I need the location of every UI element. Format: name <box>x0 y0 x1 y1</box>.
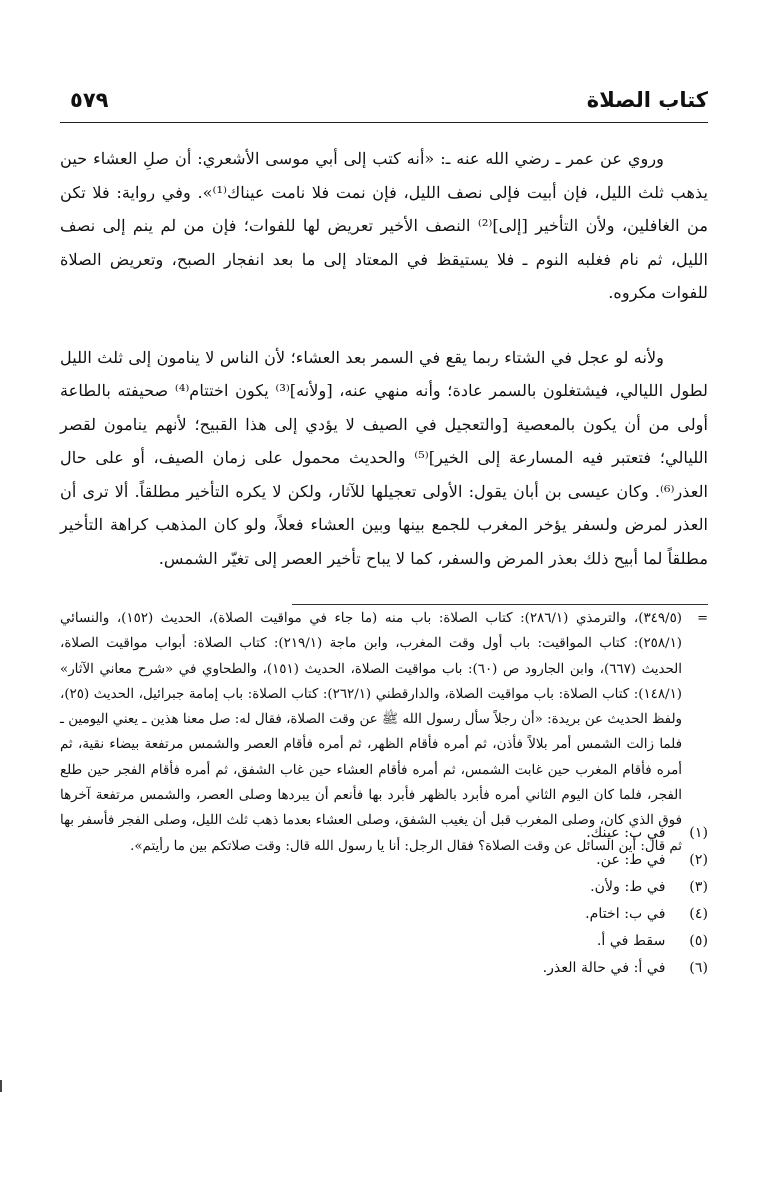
footnote-list <box>288 820 708 982</box>
header-divider <box>60 122 708 123</box>
footnote-item <box>288 820 708 847</box>
footnote-text: في ب: اختام. <box>585 906 666 922</box>
footnote-text: في ب: عينك. <box>586 825 666 841</box>
chapter-title: كتاب الصلاة <box>586 88 708 112</box>
page-header <box>60 86 708 126</box>
scan-edge-mark <box>0 1080 2 1092</box>
footnote-text: في ط: عن. <box>596 852 666 868</box>
footnote-item <box>288 847 708 874</box>
footnote-number: (٣) <box>689 879 708 895</box>
footnote-text: في أ: في حالة العذر. <box>542 960 666 976</box>
main-paragraph: وروي عن عمر ـ رضي الله عنه ـ: «أنه كتب إلى أبي موسى الأشعري: أن صلِ العشاء حين يذهب ثلث الليل، فإن أبيت فإلى نصف الليل، فإن نمت فلا نامت عيناك⁽¹⁾». وفي رواية: فلا تكن من الغافلين، ولأن التأخير [إلى]⁽²⁾ النصف الأخير تعريض لها للفوات؛ فإن من لم ينم إلى نصف الليل، ثم نام فغلبه النوم ـ فلا يستيقظ في المعتاد إلى ما بعد انفجار الصبح، وتعريض الصلاة للفوات مكروه. <box>60 149 708 302</box>
footnote-number: (٢) <box>689 852 708 868</box>
main-text <box>60 142 708 575</box>
page-number: ٥٧٩ <box>70 88 109 112</box>
continuation-marker: = <box>697 611 708 626</box>
footnote-number: (٥) <box>689 933 708 949</box>
continuation-text: (٣٤٩/٥)، والترمذي (٢٨٦/١): كتاب الصلاة: باب منه (ما جاء في مواقيت الصلاة)، الحديث (١٥٢)، والنسائي (٢٥٨/١): كتاب المواقيت: باب أول وقت المغرب، وابن ماجة (٢١٩/١): كتاب الصلاة: أبواب مواقيت الصلاة، الحديث (٦٦٧)، وابن الجارود ص (٦٠): باب مواقيت الصلاة، الحديث (١٥١)، والطحاوي في «شرح معاني الآثار» (١٤٨/١): كتاب الصلاة: باب مواقيت الصلاة، والدارقطني (٢٦٢/١): كتاب الصلاة: باب إمامة جبرائيل، الحديث (٢٥)، ولفظ الحديث عن بريدة: «أن رجلاً سأل رسول الله ﷺ عن وقت الصلاة، فقال له: صل معنا هذين ـ يعني اليومين ـ فلما زالت الشمس أمر بلالاً فأذن، ثم أمره فأقام الظهر، ثم أمره فأقام العصر والشمس مرتفعة بيضاء نقية، ثم أمره فأقام المغرب حين غابت الشمس، ثم أمره فأقام العشاء حين غاب الشفق، ثم أمره فأقام الفجر حين طلع الفجر، فلما كان اليوم الثاني أمره فأبرد بالظهر فأبرد بها فأنعم أن يبردها وصلى العصر، والشمس مرتفعة آخرها فوق الذي كان، وصلى المغرب قبل أن يغيب الشفق، وصلى العشاء بعدما ذهب ثلث الليل، وصلى الفجر فأسفر بها ثم قال: أين السائل عن وقت الصلاة؟ فقال الرجل: أنا يا رسول الله قال: وقت صلاتكم بين ما رأيتم». <box>60 611 682 854</box>
footnote-text: في ط: ولأن. <box>590 879 666 895</box>
footnote-number: (١) <box>689 825 708 841</box>
paragraph-spacer <box>60 310 708 341</box>
footnote-item <box>288 928 708 955</box>
footnote-number: (٦) <box>689 960 708 976</box>
footnote-item <box>288 874 708 901</box>
footnote-number: (٤) <box>689 906 708 922</box>
footnote-divider <box>292 604 708 605</box>
footnote-item <box>288 955 708 982</box>
footnote-item <box>288 901 708 928</box>
main-paragraph: ولأنه لو عجل في الشتاء ربما يقع في السمر بعد العشاء؛ لأن الناس لا ينامون إلى ثلث الليل لطول الليالي، فيشتغلون بالسمر عادة؛ وأنه منهي عنه، [ولأنه]⁽³⁾ يكون اختتام⁽⁴⁾ صحيفته بالطاعة أولى من أن يكون بالمعصية [والتعجيل في الصيف لا يؤدي إلى هذا القبيح؛ لأنهم ينامون لقصر الليالي؛ فتعتبر فيه المسارعة إلى الخير]⁽⁵⁾ والحديث محمول على زمان الصيف، أو على حال العذر⁽⁶⁾. وكان عيسى بن أبان يقول: الأولى تعجيلها للآثار، ولكن لا يكره التأخير مطلقاً. ألا ترى أن العذر لمرض ولسفر يؤخر المغرب للجمع بينها وبين العشاء فعلاً، ولو كان المذهب كراهة التأخير مطلقاً لما أبيح ذلك بعذر المرض والسفر، كما لا يباح تأخير العصر إلى تغيّر الشمس. <box>60 347 709 568</box>
footnote-text: سقط في أ. <box>596 933 666 949</box>
